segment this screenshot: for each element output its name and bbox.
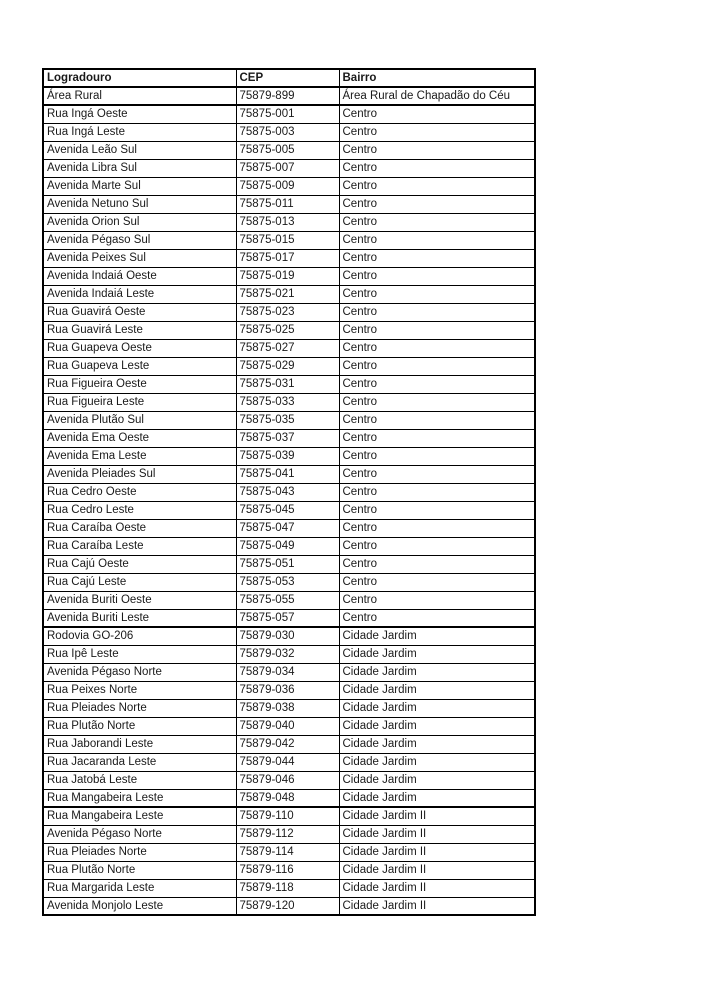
cell-logradouro: Avenida Ema Leste [43, 447, 236, 465]
table-row [43, 87, 535, 105]
cell-cep: 75875-027 [236, 339, 339, 357]
table-row [43, 537, 535, 555]
cell-logradouro: Avenida Leão Sul [43, 141, 236, 159]
cell-cep: 75875-035 [236, 411, 339, 429]
cell-logradouro: Rua Caraíba Leste [43, 537, 236, 555]
cell-logradouro: Rua Cedro Oeste [43, 483, 236, 501]
cell-bairro: Centro [339, 483, 535, 501]
table-row [43, 645, 535, 663]
cell-logradouro: Rua Cedro Leste [43, 501, 236, 519]
cell-bairro: Centro [339, 105, 535, 123]
table-body [43, 87, 535, 915]
table-row [43, 735, 535, 753]
table-row [43, 501, 535, 519]
table-row [43, 681, 535, 699]
cell-logradouro: Rua Guavirá Leste [43, 321, 236, 339]
column-header-bairro: Bairro [339, 69, 535, 87]
cell-bairro: Cidade Jardim [339, 681, 535, 699]
cell-bairro: Centro [339, 465, 535, 483]
cell-cep: 75875-033 [236, 393, 339, 411]
cell-bairro: Centro [339, 609, 535, 627]
cell-bairro: Centro [339, 375, 535, 393]
cell-logradouro: Avenida Peixes Sul [43, 249, 236, 267]
cell-bairro: Centro [339, 411, 535, 429]
cell-bairro: Centro [339, 159, 535, 177]
cell-bairro: Centro [339, 339, 535, 357]
cell-cep: 75875-015 [236, 231, 339, 249]
cell-bairro: Centro [339, 357, 535, 375]
cell-logradouro: Rua Guapeva Leste [43, 357, 236, 375]
cell-cep: 75875-057 [236, 609, 339, 627]
table-row [43, 339, 535, 357]
cell-bairro: Cidade Jardim II [339, 807, 535, 825]
cell-logradouro: Rua Ipê Leste [43, 645, 236, 663]
table-row [43, 771, 535, 789]
cell-bairro: Cidade Jardim II [339, 897, 535, 915]
cell-bairro: Cidade Jardim II [339, 825, 535, 843]
table-row [43, 411, 535, 429]
cell-bairro: Cidade Jardim [339, 627, 535, 645]
table-row [43, 483, 535, 501]
table-row [43, 753, 535, 771]
cell-cep: 75875-001 [236, 105, 339, 123]
cell-cep: 75875-005 [236, 141, 339, 159]
cell-cep: 75879-044 [236, 753, 339, 771]
table-row [43, 447, 535, 465]
cell-cep: 75875-021 [236, 285, 339, 303]
cell-cep: 75875-017 [236, 249, 339, 267]
cell-bairro: Cidade Jardim [339, 735, 535, 753]
cell-logradouro: Rua Margarida Leste [43, 879, 236, 897]
cell-cep: 75879-032 [236, 645, 339, 663]
cell-cep: 75879-110 [236, 807, 339, 825]
cell-logradouro: Rua Jaborandi Leste [43, 735, 236, 753]
table-row [43, 879, 535, 897]
cell-bairro: Cidade Jardim [339, 645, 535, 663]
cell-bairro: Cidade Jardim II [339, 879, 535, 897]
cell-logradouro: Rua Jatobá Leste [43, 771, 236, 789]
column-header-cep: CEP [236, 69, 339, 87]
cell-bairro: Centro [339, 555, 535, 573]
table-row [43, 789, 535, 807]
cell-cep: 75879-120 [236, 897, 339, 915]
table-row [43, 231, 535, 249]
table-row [43, 699, 535, 717]
cell-logradouro: Rodovia GO-206 [43, 627, 236, 645]
cell-bairro: Cidade Jardim II [339, 843, 535, 861]
cell-logradouro: Avenida Plutão Sul [43, 411, 236, 429]
table-row [43, 591, 535, 609]
cell-cep: 75875-051 [236, 555, 339, 573]
cell-cep: 75875-031 [236, 375, 339, 393]
table-row [43, 321, 535, 339]
table-row [43, 609, 535, 627]
cell-bairro: Área Rural de Chapadão do Céu [339, 87, 535, 105]
cell-logradouro: Avenida Pégaso Sul [43, 231, 236, 249]
table-row [43, 105, 535, 123]
cell-cep: 75875-041 [236, 465, 339, 483]
cell-bairro: Cidade Jardim [339, 699, 535, 717]
cell-logradouro: Avenida Marte Sul [43, 177, 236, 195]
cell-logradouro: Rua Ingá Oeste [43, 105, 236, 123]
cell-cep: 75875-037 [236, 429, 339, 447]
cell-bairro: Centro [339, 393, 535, 411]
cell-cep: 75875-053 [236, 573, 339, 591]
cell-cep: 75875-045 [236, 501, 339, 519]
table-row [43, 519, 535, 537]
cell-cep: 75879-038 [236, 699, 339, 717]
cell-logradouro: Avenida Buriti Leste [43, 609, 236, 627]
table-header [43, 69, 535, 87]
cell-cep: 75879-036 [236, 681, 339, 699]
cell-cep: 75879-046 [236, 771, 339, 789]
cell-logradouro: Rua Jacaranda Leste [43, 753, 236, 771]
cell-bairro: Cidade Jardim [339, 753, 535, 771]
cell-logradouro: Rua Pleiades Norte [43, 699, 236, 717]
table-row [43, 663, 535, 681]
cell-logradouro: Rua Plutão Norte [43, 717, 236, 735]
cell-bairro: Centro [339, 213, 535, 231]
cell-bairro: Cidade Jardim [339, 663, 535, 681]
cell-logradouro: Rua Mangabeira Leste [43, 807, 236, 825]
table-row [43, 573, 535, 591]
cell-bairro: Centro [339, 573, 535, 591]
cell-cep: 75879-034 [236, 663, 339, 681]
table-row [43, 159, 535, 177]
table-row [43, 807, 535, 825]
table-row [43, 627, 535, 645]
cell-logradouro: Rua Caraíba Oeste [43, 519, 236, 537]
cell-bairro: Centro [339, 231, 535, 249]
cell-bairro: Centro [339, 429, 535, 447]
cell-cep: 75879-040 [236, 717, 339, 735]
cell-cep: 75879-114 [236, 843, 339, 861]
cell-bairro: Centro [339, 195, 535, 213]
table-row [43, 123, 535, 141]
table-row [43, 555, 535, 573]
cell-bairro: Cidade Jardim [339, 717, 535, 735]
cell-bairro: Centro [339, 141, 535, 159]
cell-logradouro: Avenida Monjolo Leste [43, 897, 236, 915]
cell-cep: 75875-043 [236, 483, 339, 501]
cell-logradouro: Avenida Indaiá Leste [43, 285, 236, 303]
cell-cep: 75875-013 [236, 213, 339, 231]
table-row [43, 141, 535, 159]
cell-cep: 75875-055 [236, 591, 339, 609]
cell-cep: 75879-030 [236, 627, 339, 645]
cell-bairro: Centro [339, 501, 535, 519]
cell-logradouro: Avenida Ema Oeste [43, 429, 236, 447]
cell-bairro: Centro [339, 321, 535, 339]
cell-logradouro: Avenida Indaiá Oeste [43, 267, 236, 285]
cell-bairro: Cidade Jardim [339, 789, 535, 807]
cell-cep: 75875-025 [236, 321, 339, 339]
cell-logradouro: Avenida Pleiades Sul [43, 465, 236, 483]
table-row [43, 465, 535, 483]
cell-cep: 75879-112 [236, 825, 339, 843]
cell-logradouro: Avenida Orion Sul [43, 213, 236, 231]
cell-logradouro: Rua Cajú Leste [43, 573, 236, 591]
cell-logradouro: Avenida Buriti Oeste [43, 591, 236, 609]
table-row [43, 717, 535, 735]
cell-bairro: Centro [339, 447, 535, 465]
cell-logradouro: Rua Figueira Oeste [43, 375, 236, 393]
cell-bairro: Centro [339, 519, 535, 537]
cell-logradouro: Rua Ingá Leste [43, 123, 236, 141]
cell-cep: 75875-047 [236, 519, 339, 537]
column-header-logradouro: Logradouro [43, 69, 236, 87]
cell-bairro: Centro [339, 249, 535, 267]
cell-bairro: Cidade Jardim [339, 771, 535, 789]
table-row [43, 429, 535, 447]
table-row [43, 267, 535, 285]
table-row [43, 213, 535, 231]
table-row [43, 825, 535, 843]
cell-bairro: Centro [339, 267, 535, 285]
header-row [43, 69, 535, 87]
cell-logradouro: Avenida Netuno Sul [43, 195, 236, 213]
cell-cep: 75875-039 [236, 447, 339, 465]
cell-logradouro: Rua Guapeva Oeste [43, 339, 236, 357]
table-row [43, 195, 535, 213]
cell-cep: 75875-049 [236, 537, 339, 555]
cell-logradouro: Rua Figueira Leste [43, 393, 236, 411]
table-row [43, 897, 535, 915]
cell-bairro: Centro [339, 303, 535, 321]
cell-cep: 75879-116 [236, 861, 339, 879]
cell-logradouro: Rua Pleiades Norte [43, 843, 236, 861]
table-row [43, 285, 535, 303]
cell-cep: 75879-048 [236, 789, 339, 807]
cell-bairro: Centro [339, 123, 535, 141]
table-row [43, 861, 535, 879]
cell-cep: 75875-019 [236, 267, 339, 285]
cell-logradouro: Rua Peixes Norte [43, 681, 236, 699]
cell-cep: 75875-003 [236, 123, 339, 141]
table-row [43, 357, 535, 375]
cell-bairro: Cidade Jardim II [339, 861, 535, 879]
table-row [43, 249, 535, 267]
cell-logradouro: Rua Cajú Oeste [43, 555, 236, 573]
cep-table [42, 68, 536, 916]
cell-logradouro: Rua Mangabeira Leste [43, 789, 236, 807]
cell-cep: 75879-118 [236, 879, 339, 897]
cell-logradouro: Avenida Libra Sul [43, 159, 236, 177]
cell-cep: 75879-042 [236, 735, 339, 753]
cell-cep: 75875-007 [236, 159, 339, 177]
cell-bairro: Centro [339, 537, 535, 555]
cell-cep: 75875-023 [236, 303, 339, 321]
table-row [43, 393, 535, 411]
table-row [43, 177, 535, 195]
table-row [43, 375, 535, 393]
cell-cep: 75875-011 [236, 195, 339, 213]
table-row [43, 303, 535, 321]
cell-logradouro: Rua Guavirá Oeste [43, 303, 236, 321]
cell-logradouro: Rua Plutão Norte [43, 861, 236, 879]
cell-bairro: Centro [339, 285, 535, 303]
cell-logradouro: Área Rural [43, 87, 236, 105]
cell-bairro: Centro [339, 177, 535, 195]
cell-logradouro: Avenida Pégaso Norte [43, 825, 236, 843]
table-row [43, 843, 535, 861]
cell-logradouro: Avenida Pégaso Norte [43, 663, 236, 681]
cell-cep: 75879-899 [236, 87, 339, 105]
cell-cep: 75875-009 [236, 177, 339, 195]
cell-bairro: Centro [339, 591, 535, 609]
cell-cep: 75875-029 [236, 357, 339, 375]
